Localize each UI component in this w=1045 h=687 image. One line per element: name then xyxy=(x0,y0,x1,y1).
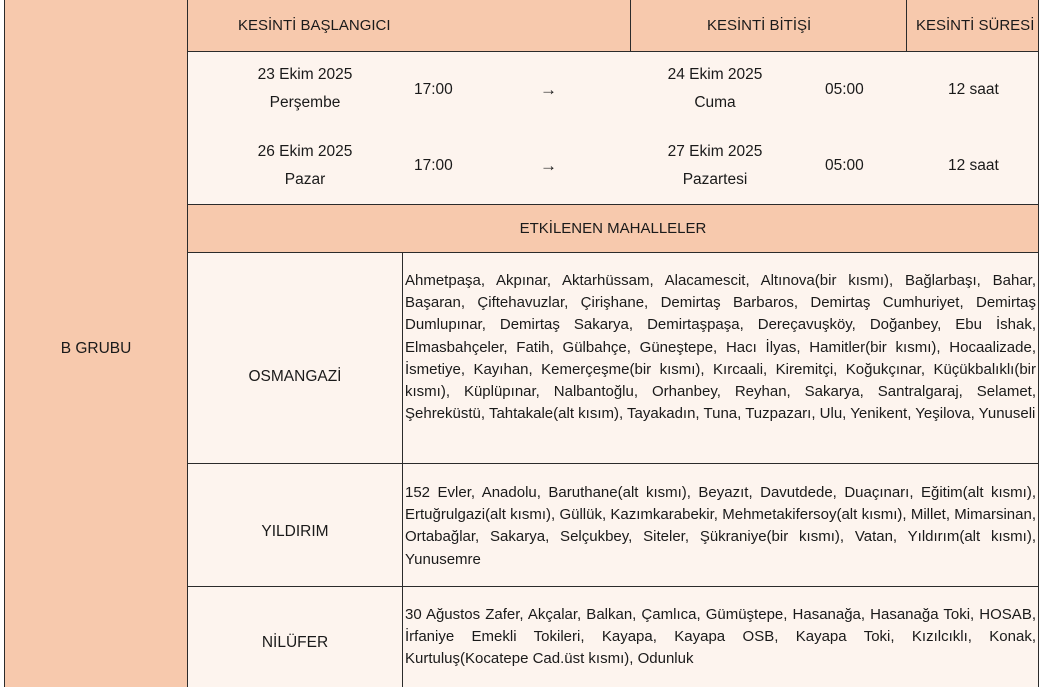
district-name: OSMANGAZİ xyxy=(248,368,342,385)
district-name-cell xyxy=(188,464,402,586)
district-name-cell xyxy=(188,587,402,687)
start-time: 17:00 xyxy=(414,81,453,98)
end-date: 24 Ekim 2025 xyxy=(667,66,763,83)
table-border xyxy=(1038,0,1039,687)
end-time: 05:00 xyxy=(825,81,864,98)
table-border xyxy=(187,463,1039,464)
end-date-block xyxy=(635,138,795,194)
arrow-icon: → xyxy=(540,80,557,99)
header-start-cell xyxy=(188,0,630,51)
start-day: Perşembe xyxy=(269,94,341,111)
table-border xyxy=(906,0,907,52)
table-border xyxy=(4,0,5,687)
district-name: NİLÜFER xyxy=(261,634,329,651)
table-border xyxy=(402,252,403,687)
group-cell xyxy=(5,0,187,687)
table-border xyxy=(187,586,1039,587)
start-date-block xyxy=(225,61,385,117)
table-border xyxy=(187,51,1039,52)
header-end: KESİNTİ BİTİŞİ xyxy=(707,17,812,34)
table-border xyxy=(630,0,631,52)
duration: 12 saat xyxy=(948,81,999,98)
start-time: 17:00 xyxy=(414,157,453,174)
header-duration-cell xyxy=(907,0,1038,51)
neighborhoods-cell xyxy=(403,253,1038,463)
neighborhoods-cell xyxy=(403,587,1038,687)
start-date-block xyxy=(225,138,385,194)
start-date: 26 Ekim 2025 xyxy=(257,143,353,160)
affected-header-cell xyxy=(188,205,1038,252)
end-time: 05:00 xyxy=(825,157,864,174)
end-day: Pazartesi xyxy=(682,171,748,188)
arrow-icon: → xyxy=(540,156,557,175)
start-date: 23 Ekim 2025 xyxy=(257,66,353,83)
end-date-block xyxy=(635,61,795,117)
table-border xyxy=(187,252,1039,253)
district-name-cell xyxy=(188,253,402,463)
header-start: KESİNTİ BAŞLANGICI xyxy=(238,17,391,34)
neighborhoods-text: 152 Evler, Anadolu, Baruthane(alt kısmı), Beyazıt, Davutdede, Duaçınarı, Eğitim(alt kısmı), Ertuğrulgazi(alt kısmı), Güllük, Kazımkarabekir, Mehmetakifersoy(alt kısmı), Millet, Mimarsinan, Ortabağlar, Sakarya, Selçukbey, Siteler, Şükraniye(bir kısmı), Vatan, Yıldırım(alt kısmı), Yunusemre xyxy=(405,484,1036,568)
start-day: Pazar xyxy=(284,171,326,188)
end-date: 27 Ekim 2025 xyxy=(667,143,763,160)
group-label: B GRUBU xyxy=(60,339,132,357)
duration: 12 saat xyxy=(948,157,999,174)
neighborhoods-text: 30 Ağustos Zafer, Akçalar, Balkan, Çamlıca, Gümüştepe, Hasanağa, Hasanağa Toki, HOSAB, İrfaniye Emekli Tokileri, Kayapa, Kayapa OSB, Kayapa Toki, Kızılcıklı, Konak, Kurtuluş(Kocatepe Cad.üst kısmı), Odunluk xyxy=(405,606,1036,668)
affected-header: ETKİLENEN MAHALLELER xyxy=(519,220,707,237)
table-border xyxy=(187,204,1039,205)
header-end-cell xyxy=(631,0,906,51)
neighborhoods-text: Ahmetpaşa, Akpınar, Aktarhüssam, Alacamescit, Altınova(bir kısmı), Bağlarbaşı, Bahar, Başaran, Çiftehavuzlar, Çirişhane, Demirtaş Barbaros, Demirtaş Cumhuriyet, Demirtaş Dumlupınar, Demirtaş Sakarya, Demirtaşpaşa, Dereçavuşköy, Doğanbey, Ebu İshak, Elmasbahçeler, Fatih, Gülbahçe, Güneştepe, Hacı İlyas, Hamitler(bir kısmı), Hocaalizade, İsmetiye, Kayıhan, Kemerçeşme(bir kısmı), Kırcaali, Kiremitçi, Koğukçınar, Küçükbalıklı(bir kısmı), Küplüpınar, Nalbantoğlu, Orhanbey, Reyhan, Sakarya, Santralgaraj, Selamet, Şehreküstü, Tahtakale(alt kısım), Tayakadın, Tuna, Tuzpazarı, Ulu, Yenikent, Yeşilova, Yunuseli xyxy=(405,272,1036,423)
district-name: YILDIRIM xyxy=(261,523,329,540)
end-day: Cuma xyxy=(694,94,736,111)
neighborhoods-cell xyxy=(403,464,1038,586)
table-border xyxy=(187,0,188,687)
header-duration: KESİNTİ SÜRESİ xyxy=(916,17,1035,34)
